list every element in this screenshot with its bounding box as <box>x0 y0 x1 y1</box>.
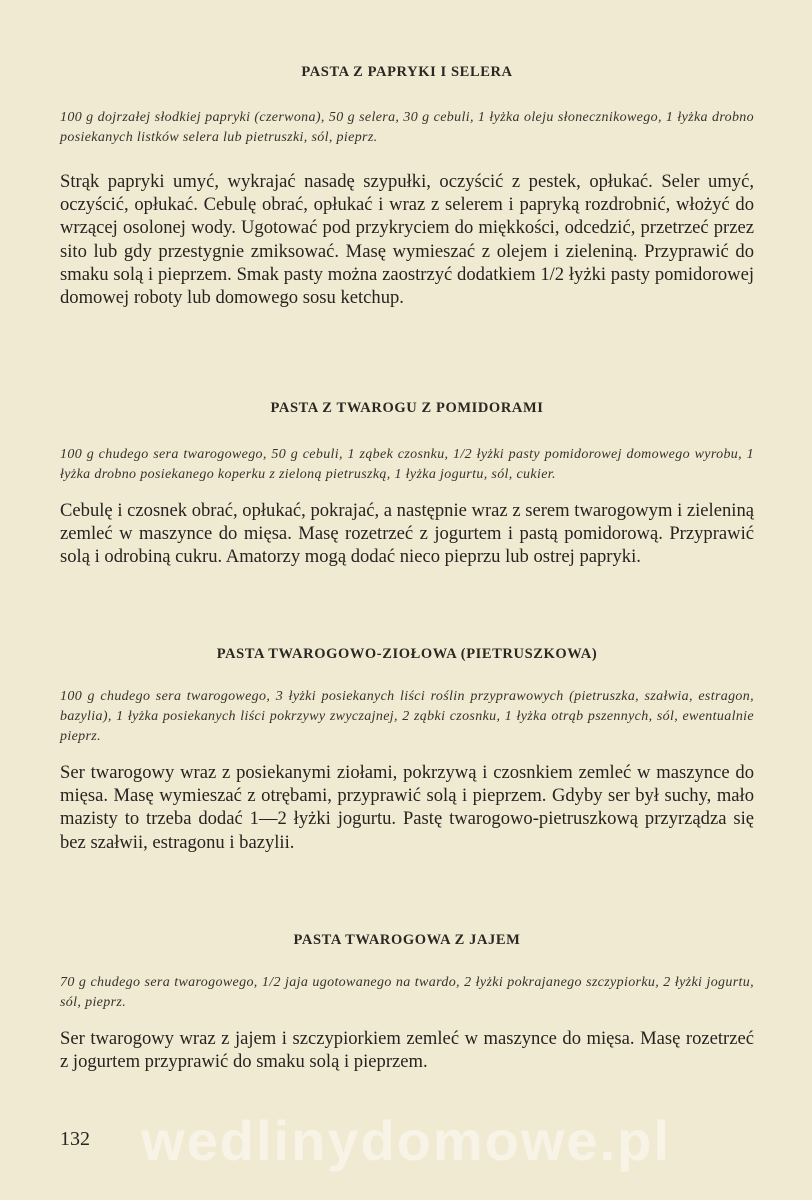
recipe-paprika-celery <box>60 64 754 309</box>
page-number: 132 <box>60 1128 90 1150</box>
recipe-cottage-egg <box>60 932 754 1073</box>
recipe-title: PASTA TWAROGOWO-ZIOŁOWA (PIETRUSZKOWA) <box>216 646 598 662</box>
recipe-instructions: Ser twarogowy wraz z posiekanymi ziołami, pokrzywą i czosnkiem zemleć w maszynce do mięsa. Masę wymieszać z otrębami, przyprawić solą i pieprzem. Gdyby ser był suchy, mało mazisty to trzeba dodać 1—2 łyżki jogurtu. Pastę twarogowo-pietruszkową przyrządza się bez szałwii, estragonu i bazylii. <box>60 762 754 853</box>
recipe-ingredients: 100 g chudego sera twarogowego, 3 łyżki posiekanych liści roślin przyprawowych (pietruszka, szałwia, estragon, bazylia), 1 łyżka posiekanych liści pokrzywy zwyczajnej, 2 ząbki czosnku, 1 łyżka otrąb pszennych, sól, ewentualnie pieprz. <box>60 689 754 744</box>
recipe-instructions: Ser twarogowy wraz z jajem i szczypiorkiem zemleć w maszynce do mięsa. Masę rozetrzeć z jogurtem przyprawić do smaku solą i pieprzem. <box>60 1028 754 1073</box>
recipe-ingredients: 70 g chudego sera twarogowego, 1/2 jaja ugotowanego na twardo, 2 łyżki pokrajanego szczypiorku, 2 łyżki jogurtu, sól, pieprz. <box>60 975 754 1010</box>
recipe-title: PASTA Z TWAROGU Z POMIDORAMI <box>270 400 544 416</box>
recipe-instructions: Cebulę i czosnek obrać, opłukać, pokrajać, a następnie wraz z serem twarogowym i zieleniną zemleć w maszynce do mięsa. Masę rozetrzeć z jogurtem i pastą pomidorową. Przyprawić solą i odrobiną cukru. Amatorzy mogą dodać nieco pieprzu lub ostrej papryki. <box>60 500 754 568</box>
recipe-cottage-tomato <box>60 400 754 569</box>
recipe-cottage-herb <box>60 646 754 854</box>
watermark: wedlinydomowe.pl <box>141 1109 671 1172</box>
recipe-instructions: Strąk papryki umyć, wykrajać nasadę szypułki, oczyścić z pestek, opłukać. Seler umyć, oczyścić, opłukać. Cebulę obrać, opłukać i wraz z selerem i papryką rozdrobnić, włożyć do wrzącej osolonej wody. Ugotować pod przykryciem do miękkości, odcedzić, przetrzeć przez sito lub gdy przestygnie zmiksować. Masę wymieszać z olejem i zieleniną. Przyprawić do smaku solą i pieprzem. Smak pasty można zaostrzyć dodatkiem 1/2 łyżki pasty pomidorowej domowej roboty lub domowego sosu ketchup. <box>60 171 754 309</box>
recipe-ingredients: 100 g chudego sera twarogowego, 50 g cebuli, 1 ząbek czosnku, 1/2 łyżki pasty pomidorowej domowego wyrobu, 1 łyżka drobno posiekanego koperku z zieloną pietruszką, 1 łyżka jogurtu, sól, cukier. <box>60 447 754 482</box>
recipe-title: PASTA Z PAPRYKI I SELERA <box>301 64 513 80</box>
recipe-title: PASTA TWAROGOWA Z JAJEM <box>293 932 521 948</box>
recipe-ingredients: 100 g dojrzałej słodkiej papryki (czerwona), 50 g selera, 30 g cebuli, 1 łyżka oleju słonecznikowego, 1 łyżka drobno posiekanych listków selera lub pietruszki, sól, pieprz. <box>60 110 754 145</box>
